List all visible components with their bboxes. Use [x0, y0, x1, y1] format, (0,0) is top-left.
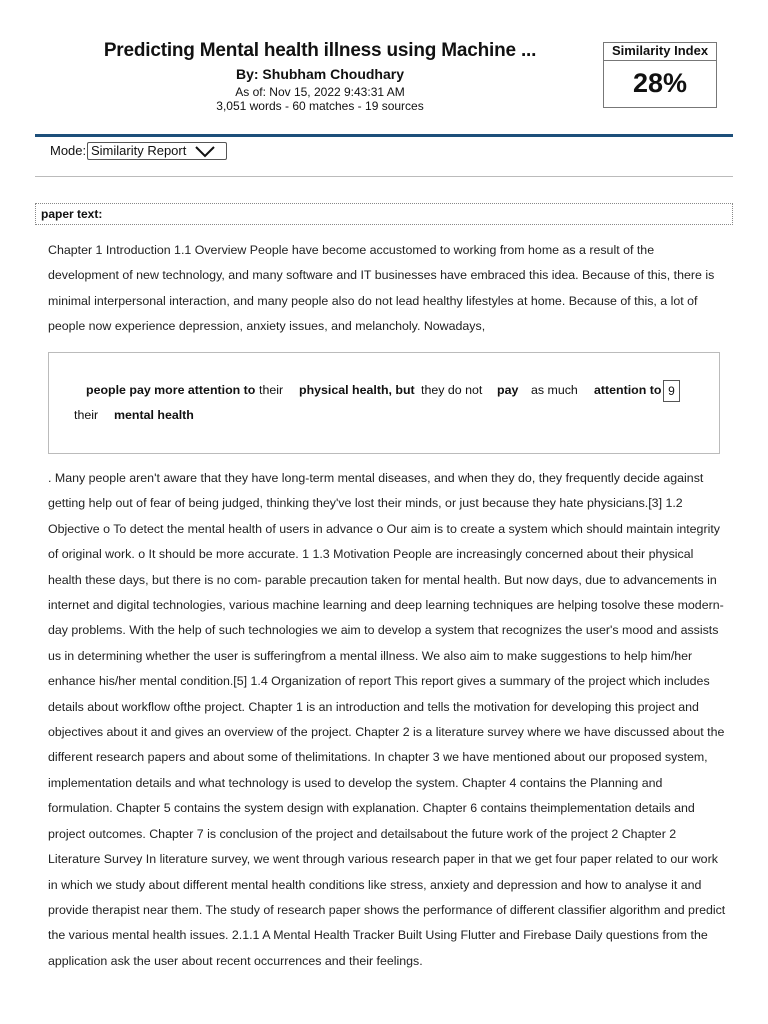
header-divider — [35, 134, 733, 137]
mode-select[interactable] — [87, 142, 227, 160]
report-stats: 3,051 words - 60 matches - 19 sources — [216, 99, 424, 113]
section-divider — [35, 176, 733, 177]
match-text-highlight: physical health, but — [299, 383, 415, 397]
similarity-index-label: Similarity Index — [604, 43, 716, 61]
match-text-plain: as much — [531, 383, 578, 397]
match-text-plain: their — [259, 383, 284, 397]
mode-selected-value: Similarity Report — [91, 143, 187, 158]
match-text-highlight: attention to — [594, 383, 662, 397]
paper-text-label: paper text: — [35, 203, 733, 225]
match-text-plain: they do not — [421, 383, 483, 397]
paper-paragraph-2: . Many people aren't aware that they have long-term mental diseases, and when they do, they frequently decide against getting help out of fear of being judged, thinking they've lost their minds, or just because they hate physicians.[3] 1.2 Objective o To detect the mental health of users in advance o Our aim is to create a system which should maintain integrity of original work. o It should be more accurate. 1 1.3 Motivation People are increasingly concerned about their physical health these days, but there is no com- parable precaution taken for mental health. But now days, due to advancements in internet and digital technologies, various machine learning and deep learning techniques are helping tosolve these modern-day problems. With the help of such technologies we aim to develop a system that recognizes the user's mood and assists us in determining whether the user is sufferingfrom a mental illness. We also aim to make suggestions to help him/her enhance his/her mental condition.[5] 1.4 Organization of report This report gives a summary of the project which includes details about workflow ofthe project. Chapter 1 is an introduction and tells the motivation for developing this project and objectives about it and gives an overview of the project. Chapter 2 is a literature survey where we have discussed about the different research papers and about some of thelimitations. In chapter 3 we have mentioned about our proposed system, implementation details and what technology is used to develop the system. Chapter 4 contains the Planning and formulation. Chapter 5 contains the system design with explanation. Chapter 6 contains theimplementation details and project outcomes. Chapter 7 is conclusion of the project and detailsabout the future work of the project 2 Chapter 2 Literature Survey In literature survey, we went through various research paper in that we get four paper related to our work in which we study about different mental health conditions like stress, anxiety and depression and how to analyse it and provide therapist near them. The study of research paper shows the performance of different classifier algorithm and predict the various mental health issues. 2.1.1 A Mental Health Tracker Built Using Flutter and Firebase Daily questions from the application ask the user about recent occurrences and their feelings. — [48, 471, 726, 968]
similarity-index-value: 28% — [632, 68, 688, 98]
match-text-highlight: pay — [497, 383, 519, 397]
mode-label: Mode: — [50, 143, 87, 158]
chevron-down-icon — [194, 145, 216, 158]
similarity-index-box — [603, 42, 717, 108]
report-timestamp: As of: Nov 15, 2022 9:43:31 AM — [235, 85, 405, 99]
match-text-plain: their — [74, 408, 99, 422]
match-text-highlight: people pay more attention to — [86, 383, 256, 397]
document-author: By: Shubham Choudhary — [235, 66, 404, 82]
matched-text-box — [48, 352, 720, 454]
source-number-badge[interactable]: 9 — [663, 380, 680, 402]
paper-paragraph-1: Chapter 1 Introduction 1.1 Overview People have become accustomed to working from home as a result of the development of new technology, and many software and IT businesses have embraced this idea. Because of this, there is minimal interpersonal interaction, and many people also do not lead healthy lifestyles at home. Because of this, a lot of people now experience depression, anxiety issues, and melancholy. Nowadays, — [48, 243, 715, 334]
report-header — [0, 0, 768, 136]
match-text-highlight: mental health — [114, 408, 194, 422]
document-title: Predicting Mental health illness using Machine ... — [103, 40, 537, 61]
